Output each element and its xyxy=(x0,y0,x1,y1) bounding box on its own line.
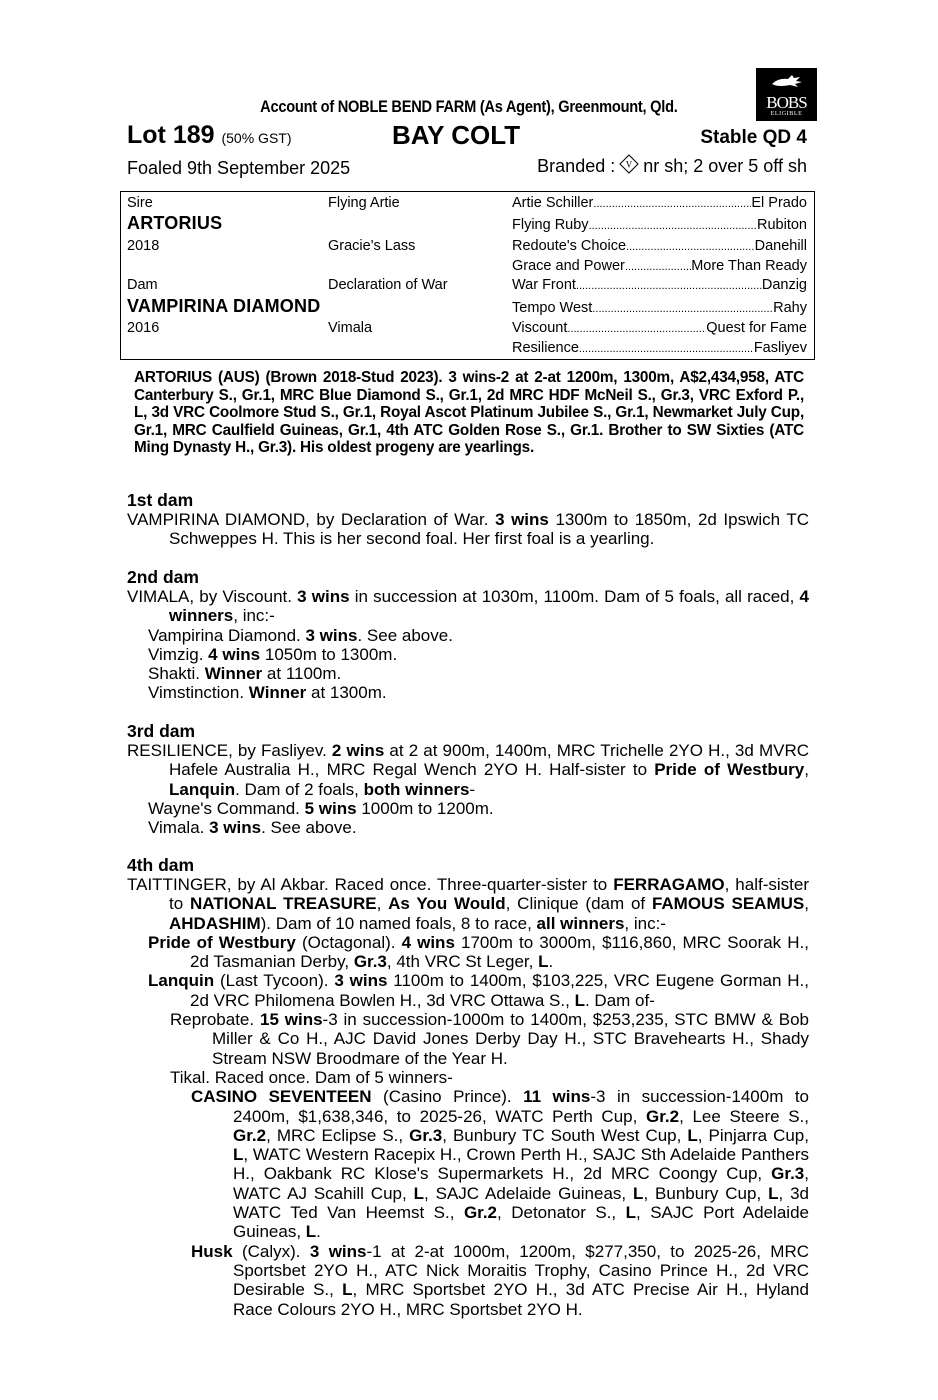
gg-sire: Rubiton xyxy=(757,217,807,233)
section-heading: 2nd dam xyxy=(127,567,199,587)
logo-subtitle: ELIGIBLE xyxy=(770,111,803,117)
gg-sire: El Prado xyxy=(751,195,807,211)
progeny-item: Vampirina Diamond. 3 wins. See above. xyxy=(148,625,453,645)
gg-horse: War Front xyxy=(512,277,576,293)
brand-diamond-icon xyxy=(619,154,639,174)
sire-name: ARTORIUS xyxy=(127,213,223,233)
progeny-item-casino-seventeen: CASINO SEVENTEEN (Casino Prince). 11 wins-3 in succession-1400m to 2400m, $1,638,346, to 2025-26, WATC Perth Cup, Gr.2, Lee Steere S., Gr.2, MRC Eclipse S., Gr.3, Bunbury TC South West Cup, L, Pinjarra Cup, L, WATC Western Racepix H., Crown Perth H., SAJC Sth Adelaide Panthers H., Oakbank RC Klose's Supermarkets H., 2d MRC Coongy Cup, Gr.3, WATC AJ Scahill Cup, L, SAJC Adelaide Guineas, L, Bunbury Cup, L, 3d WATC Ted Van Heemst S., Gr.2, Detonator S., L, SAJC Port Adelaide Guineas, L. xyxy=(191,1087,810,1242)
great-grandparent-row xyxy=(512,300,807,316)
logo-title: BOBS xyxy=(766,93,807,112)
great-grandparent-row xyxy=(512,277,807,293)
gg-sire: Rahy xyxy=(773,300,807,316)
progeny-item: Vimzig. 4 wins 1050m to 1300m. xyxy=(148,644,398,664)
first-dam-paragraph: VAMPIRINA DIAMOND, by Declaration of War. 3 wins 1300m to 1850m, 2d Ipswich TC Schweppes H. This is her second foal. Her first foal is a yearling. xyxy=(127,510,809,549)
great-grandparent-row xyxy=(512,258,807,274)
gg-sire: Quest for Fame xyxy=(706,320,807,336)
progeny-item: Shakti. Winner at 1100m. xyxy=(148,664,342,684)
dam-year: 2016 xyxy=(127,320,160,336)
first-dam-section xyxy=(127,491,809,549)
foaled-date: Foaled 9th September 2025 xyxy=(127,158,351,178)
dam-sire: Declaration of War xyxy=(328,277,448,293)
gg-horse: Flying Ruby xyxy=(512,217,589,233)
second-dam-paragraph: VIMALA, by Viscount. 3 wins in succession at 1030m, 1100m. Dam of 5 foals, all raced, 4 winners, inc:- xyxy=(127,587,809,626)
great-grandparent-row xyxy=(512,238,807,254)
lot-label: Lot 189 xyxy=(127,121,215,149)
section-heading: 4th dam xyxy=(127,855,195,875)
progeny-item-reprobate: Reprobate. 15 wins-3 in succession-1000m to 1400m, $253,235, STC BMW & Bob Miller & Co H., AJC David Jones Derby Day H., STC Bravehearts H., Shady Stream NSW Broodmare of the Year H. xyxy=(170,1010,809,1068)
svg-text:V: V xyxy=(625,159,633,169)
progeny-item: Wayne's Command. 5 wins 1000m to 1200m. xyxy=(148,798,494,818)
great-grandparent-row xyxy=(512,320,807,336)
third-dam-paragraph: RESILIENCE, by Fasliyev. 2 wins at 2 at 900m, 1400m, MRC Trichelle 2YO H., 3d MVRC Hafele Australia H., MRC Regal Wench 2YO H. Half-sister to Pride of Westbury, Lanquin. Dam of 2 foals, both winners- xyxy=(127,741,809,799)
great-grandparent-row xyxy=(512,340,807,356)
section-heading: 3rd dam xyxy=(127,721,196,741)
vendor-account: Account of NOBLE BEND FARM (As Agent), Greenmount, Qld. xyxy=(260,97,678,116)
section-heading: 1st dam xyxy=(127,490,194,510)
gg-sire: Danzig xyxy=(761,277,807,293)
horse-head-icon xyxy=(770,72,804,92)
dam-label: Dam xyxy=(127,277,158,293)
dam-dam: Vimala xyxy=(328,320,373,336)
sire-year: 2018 xyxy=(127,238,160,254)
gg-horse: Viscount xyxy=(512,320,568,336)
sire-summary: ARTORIUS (AUS) (Brown 2018-Stud 2023). 3 wins-2 at 2-at 1200m, 1300m, A$2,434,958, ATC Canterbury S., Gr.1, MRC Blue Diamond S., Gr.1, 2d MRC HDF McNeil S., Gr.3, VRC Exford P., L, 3d VRC Coolmore Stud S., Gr.1, Royal Ascot Platinum Jubilee S., Gr.1, Newmarket July Cup, Gr.1, MRC Caulfield Guineas, Gr.1, 4th ATC Golden Rose S., Gr.1. Brother to SW Sixties (ATC Ming Dynasty H., Gr.3). His oldest progeny are yearlings. xyxy=(134,369,804,456)
progeny-item: Vimstinction. Winner at 1300m. xyxy=(148,683,387,703)
second-dam-section xyxy=(127,568,809,703)
bobs-eligible-logo xyxy=(756,68,817,121)
branded-text: nr sh; 2 over 5 off sh xyxy=(643,156,807,176)
progeny-item-lanquin: Lanquin (Last Tycoon). 3 wins 1100m to 1400m, $103,225, VRC Eugene Gorman H., 2d VRC Philomena Bowlen H., 3d VRC Ottawa S., L. Dam of- xyxy=(148,971,809,1010)
gg-sire: More Than Ready xyxy=(691,258,807,274)
gg-horse: Redoute's Choice xyxy=(512,238,627,254)
brand-info xyxy=(537,156,807,177)
great-grandparent-row xyxy=(512,195,807,211)
progeny-item-pride-of-westbury: Pride of Westbury (Octagonal). 4 wins 1700m to 3000m, $116,860, MRC Soorak H., 2d Tasmanian Derby, Gr.3, 4th VRC St Leger, L. xyxy=(148,932,809,972)
progeny-item-tikal: Tikal. Raced once. Dam of 5 winners- xyxy=(170,1067,453,1087)
branded-label: Branded : xyxy=(537,156,616,176)
gg-horse: Artie Schiller xyxy=(512,195,594,211)
sire-sire: Flying Artie xyxy=(328,195,400,211)
sire-dam: Gracie's Lass xyxy=(328,238,416,254)
gg-sire: Danehill xyxy=(754,238,807,254)
progeny-item-husk: Husk (Calyx). 3 wins-1 at 2-at 1000m, 1200m, $277,350, to 2025-26, MRC Sportsbet 2YO H., ATC Nick Moraitis Trophy, Casino Prince H., 2d VRC Desirable S., L, MRC Sportsbet 2YO H., 3d ATC Precise Air H., Hyland Race Colours 2YO H., MRC Sportsbet 2YO H. xyxy=(191,1241,810,1319)
fourth-dam-section xyxy=(127,856,809,1319)
dam-name: VAMPIRINA DIAMOND xyxy=(127,296,321,316)
lot-description: BAY COLT xyxy=(392,120,521,150)
great-grandparent-row xyxy=(512,217,807,233)
fourth-dam-paragraph: TAITTINGER, by Al Akbar. Raced once. Three-quarter-sister to FERRAGAMO, half-sister to NATIONAL TREASURE, As You Would, Clinique (dam of FAMOUS SEAMUS, AHDASHIM). Dam of 10 named foals, 8 to race, all winners, inc:- xyxy=(127,875,809,933)
gg-horse: Resilience xyxy=(512,340,579,356)
third-dam-section xyxy=(127,722,809,837)
progeny-item: Vimala. 3 wins. See above. xyxy=(148,818,357,838)
lot-number xyxy=(127,121,292,150)
pedigree-table xyxy=(120,191,815,360)
stable-location: Stable QD 4 xyxy=(700,127,807,148)
gg-sire: Fasliyev xyxy=(753,340,807,356)
gg-horse: Tempo West xyxy=(512,300,593,316)
sire-label: Sire xyxy=(127,195,153,211)
gst-note: (50% GST) xyxy=(221,130,292,146)
gg-horse: Grace and Power xyxy=(512,258,625,274)
